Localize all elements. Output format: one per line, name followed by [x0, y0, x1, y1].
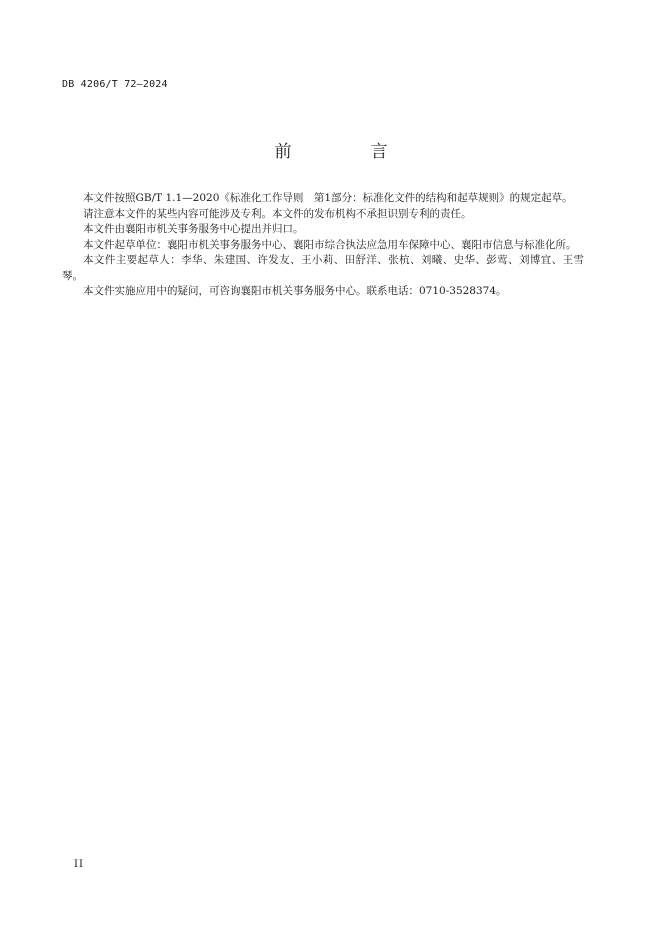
paragraph-drafting-rules: 本文件按照GB/T 1.1—2020《标准化工作导则 第1部分：标准化文件的结构和起草规则》的规定起草。: [83, 192, 573, 204]
paragraph-contact: 本文件实施应用中的疑问，可咨询襄阳市机关事务服务中心。联系电话：0710-3528374。: [83, 285, 507, 297]
page-title: 前 言: [274, 142, 419, 162]
paragraph-proposer: 本文件由襄阳市机关事务服务中心提出并归口。: [83, 223, 304, 235]
paragraph-drafters: 本文件主要起草人：李华、朱建国、许发友、王小莉、田舒洋、张杭、刘曦、史华、彭莺、刘博宜、王雪琴。: [62, 254, 584, 282]
foreword-body: [62, 191, 584, 300]
document-code-header: DB 4206/T 72—2024: [62, 79, 168, 90]
paragraph-drafting-units: 本文件起草单位：襄阳市机关事务服务中心、襄阳市综合执法应急用车保障中心、襄阳市信息与标准化所。: [83, 238, 577, 251]
paragraph-patent-notice: 请注意本文件的某些内容可能涉及专利。本文件的发布机构不承担识别专利的责任。: [83, 207, 472, 220]
page-number: II: [74, 859, 84, 870]
